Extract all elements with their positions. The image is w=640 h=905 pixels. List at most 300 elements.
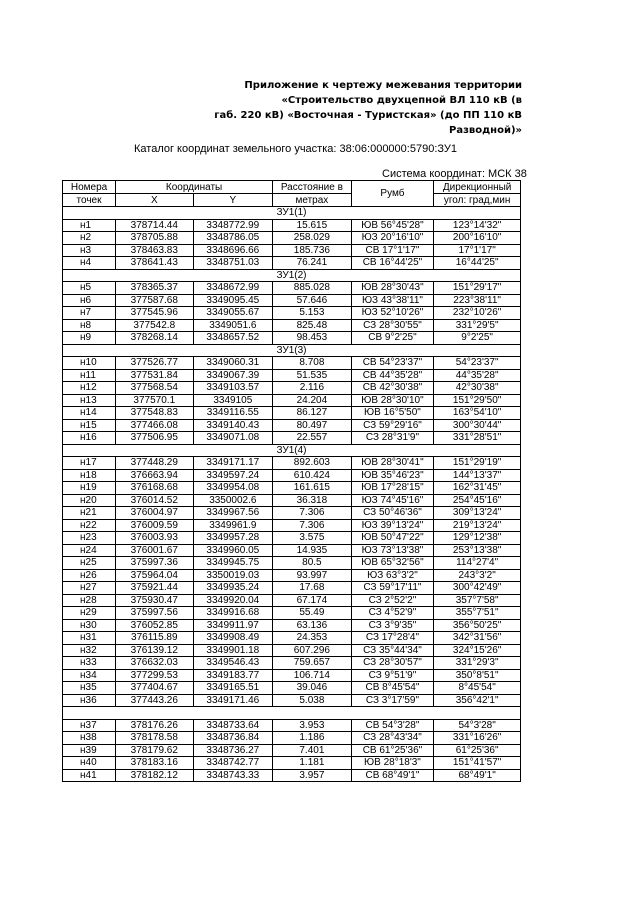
x-cell: 376001.67 [116, 544, 194, 557]
y-cell: 3349967.56 [193, 507, 273, 520]
x-cell: 377531.84 [116, 369, 194, 382]
x-cell: 376632.03 [116, 657, 194, 670]
point-cell: н29 [63, 607, 116, 620]
distance-cell: 15.615 [273, 219, 352, 232]
point-cell: н19 [63, 482, 116, 495]
distance-cell: 80.5 [273, 557, 352, 570]
x-cell: 375997.56 [116, 607, 194, 620]
direction-cell: 356°42'1" [434, 694, 521, 707]
direction-cell: 253°13'38" [434, 544, 521, 557]
rumb-cell: ЮЗ 73°13'38" [351, 544, 434, 557]
point-cell: н24 [63, 544, 116, 557]
distance-cell: 22.557 [273, 432, 352, 445]
distance-cell: 607.296 [273, 644, 352, 657]
distance-cell: 57.646 [273, 294, 352, 307]
table-body [63, 207, 521, 782]
y-cell: 3349597.24 [193, 469, 273, 482]
rumb-cell: ЮВ 28°30'41" [351, 457, 434, 470]
y-cell: 3350019.03 [193, 569, 273, 582]
table-row [63, 357, 521, 370]
rumb-cell: ЮВ 35°46'23" [351, 469, 434, 482]
point-cell: н22 [63, 519, 116, 532]
distance-cell: 885.028 [273, 282, 352, 295]
y-cell: 3349183.77 [193, 669, 273, 682]
rumb-cell: СВ 54°3'28" [351, 719, 434, 732]
point-cell: н35 [63, 682, 116, 695]
section-row [63, 269, 521, 282]
distance-cell: 610.424 [273, 469, 352, 482]
direction-cell: 151°29'17" [434, 282, 521, 295]
y-cell: 3349060.31 [193, 357, 273, 370]
direction-cell: 54°23'37" [434, 357, 521, 370]
rumb-cell: СЗ 28°31'9" [351, 432, 434, 445]
direction-cell: 223°38'11" [434, 294, 521, 307]
table-row [63, 307, 521, 320]
point-cell: н21 [63, 507, 116, 520]
rumb-cell: СВ 42°30'38" [351, 382, 434, 395]
x-cell: 378178.58 [116, 732, 194, 745]
direction-cell: 129°12'38" [434, 532, 521, 545]
y-cell: 3348743.33 [193, 769, 273, 782]
distance-cell: 14.935 [273, 544, 352, 557]
rumb-cell: СВ 16°44'25" [351, 257, 434, 270]
header-direction-2: угол: град,мин [434, 194, 521, 207]
table-row [63, 394, 521, 407]
distance-cell: 1.186 [273, 732, 352, 745]
point-cell: н13 [63, 394, 116, 407]
point-cell: н8 [63, 319, 116, 332]
x-cell: 376009.59 [116, 519, 194, 532]
point-cell: н15 [63, 419, 116, 432]
distance-cell: 106.714 [273, 669, 352, 682]
x-cell: 378705.88 [116, 232, 194, 245]
distance-cell: 161.615 [273, 482, 352, 495]
y-cell: 3349901.18 [193, 644, 273, 657]
distance-cell: 3.953 [273, 719, 352, 732]
point-cell: н30 [63, 619, 116, 632]
point-cell: н40 [63, 757, 116, 770]
distance-cell: 98.453 [273, 332, 352, 345]
point-cell: н23 [63, 532, 116, 545]
x-cell: 377570.1 [116, 394, 194, 407]
table-row [63, 732, 521, 745]
y-cell: 3349911.97 [193, 619, 273, 632]
distance-cell: 5.153 [273, 307, 352, 320]
y-cell: 3349116.55 [193, 407, 273, 420]
table-row [63, 294, 521, 307]
distance-cell: 76.241 [273, 257, 352, 270]
distance-cell: 36.318 [273, 494, 352, 507]
direction-cell: 114°27'4" [434, 557, 521, 570]
rumb-cell: СВ 68°49'1" [351, 769, 434, 782]
point-cell: н12 [63, 382, 116, 395]
y-cell: 3349957.28 [193, 532, 273, 545]
rumb-cell: СЗ 9°51'9" [351, 669, 434, 682]
direction-cell: 44°35'28" [434, 369, 521, 382]
rumb-cell: ЮВ 28°30'43" [351, 282, 434, 295]
x-cell: 377542.8 [116, 319, 194, 332]
direction-cell: 356°50'25" [434, 619, 521, 632]
table-row [63, 519, 521, 532]
rumb-cell: СЗ 35°44'34" [351, 644, 434, 657]
distance-cell: 80.497 [273, 419, 352, 432]
header-distance-2: метрах [273, 194, 352, 207]
x-cell: 375930.47 [116, 594, 194, 607]
x-cell: 376139.12 [116, 644, 194, 657]
direction-cell: 254°45'16" [434, 494, 521, 507]
y-cell: 3348742.77 [193, 757, 273, 770]
rumb-cell: СЗ 2°52'2" [351, 594, 434, 607]
x-cell: 378179.62 [116, 744, 194, 757]
rumb-cell: ЮВ 16°5'50" [351, 407, 434, 420]
direction-cell: 9°2'25" [434, 332, 521, 345]
table-row [63, 757, 521, 770]
point-cell: н34 [63, 669, 116, 682]
section-row [63, 344, 521, 357]
distance-cell: 825.48 [273, 319, 352, 332]
direction-cell: 357°7'58" [434, 594, 521, 607]
rumb-cell: СВ 9°2'25" [351, 332, 434, 345]
y-cell: 3348786.05 [193, 232, 273, 245]
rumb-cell: ЮЗ 39°13'24" [351, 519, 434, 532]
distance-cell: 63.136 [273, 619, 352, 632]
appendix-title-line-2: «Строительство двухцепной ВЛ 110 кВ (в [281, 95, 522, 106]
y-cell: 3349105 [193, 394, 273, 407]
coordinates-table [62, 180, 521, 782]
point-cell: н5 [63, 282, 116, 295]
point-cell: н14 [63, 407, 116, 420]
direction-cell: 61°25'36" [434, 744, 521, 757]
point-cell: н36 [63, 694, 116, 707]
y-cell: 3350002.6 [193, 494, 273, 507]
table-row [63, 682, 521, 695]
distance-cell: 3.957 [273, 769, 352, 782]
x-cell: 377466.08 [116, 419, 194, 432]
y-cell: 3349103.57 [193, 382, 273, 395]
distance-cell: 24.353 [273, 632, 352, 645]
distance-cell: 185.736 [273, 244, 352, 257]
y-cell: 3349055.67 [193, 307, 273, 320]
distance-cell: 258.029 [273, 232, 352, 245]
distance-cell: 17.68 [273, 582, 352, 595]
y-cell: 3348733.64 [193, 719, 273, 732]
appendix-title-line-1: Приложение к чертежу межевания территории [244, 80, 522, 91]
rumb-cell: СВ 44°35'28" [351, 369, 434, 382]
distance-cell: 3.575 [273, 532, 352, 545]
table-row [63, 694, 521, 707]
rumb-cell: СЗ 28°43'34" [351, 732, 434, 745]
table-row [63, 769, 521, 782]
direction-cell: 342°31'56" [434, 632, 521, 645]
point-cell: н28 [63, 594, 116, 607]
rumb-cell: СВ 8°45'54" [351, 682, 434, 695]
table-row [63, 494, 521, 507]
x-cell: 378268.14 [116, 332, 194, 345]
y-cell: 3349140.43 [193, 419, 273, 432]
rumb-cell: ЮВ 56°45'28" [351, 219, 434, 232]
table-row [63, 532, 521, 545]
direction-cell: 17°1'17" [434, 244, 521, 257]
distance-cell: 7.306 [273, 507, 352, 520]
table-row [63, 719, 521, 732]
direction-cell: 350°8'51" [434, 669, 521, 682]
rumb-cell: ЮЗ 43°38'11" [351, 294, 434, 307]
table-row [63, 594, 521, 607]
direction-cell: 162°31'45" [434, 482, 521, 495]
rumb-cell: СВ 17°1'17" [351, 244, 434, 257]
y-cell: 3349051.6 [193, 319, 273, 332]
y-cell: 3349165.51 [193, 682, 273, 695]
x-cell: 377568.54 [116, 382, 194, 395]
direction-cell: 200°16'10" [434, 232, 521, 245]
x-cell: 377587.68 [116, 294, 194, 307]
rumb-cell: ЮЗ 74°45'16" [351, 494, 434, 507]
rumb-cell: СЗ 28°30'57" [351, 657, 434, 670]
direction-cell: 151°29'50" [434, 394, 521, 407]
x-cell: 377404.67 [116, 682, 194, 695]
table-row [63, 507, 521, 520]
direction-cell: 16°44'25" [434, 257, 521, 270]
header-rumb: Румб [351, 181, 434, 207]
distance-cell: 24.204 [273, 394, 352, 407]
section-row [63, 444, 521, 457]
x-cell: 378714.44 [116, 219, 194, 232]
rumb-cell: СЗ 50°46'36" [351, 507, 434, 520]
point-cell: н2 [63, 232, 116, 245]
x-cell: 376115.89 [116, 632, 194, 645]
section-title: ЗУ1(2) [63, 269, 521, 282]
section-title [63, 707, 521, 720]
rumb-cell: ЮЗ 52°10'26" [351, 307, 434, 320]
distance-cell: 892.603 [273, 457, 352, 470]
table-row [63, 744, 521, 757]
direction-cell: 54°3'28" [434, 719, 521, 732]
x-cell: 378176.26 [116, 719, 194, 732]
rumb-cell: ЮВ 28°18'3" [351, 757, 434, 770]
distance-cell: 86.127 [273, 407, 352, 420]
y-cell: 3348657.52 [193, 332, 273, 345]
direction-cell: 123°14'32" [434, 219, 521, 232]
distance-cell: 5.038 [273, 694, 352, 707]
header-y: Y [193, 194, 273, 207]
y-cell: 3349916.68 [193, 607, 273, 620]
x-cell: 376663.94 [116, 469, 194, 482]
direction-cell: 355°7'51" [434, 607, 521, 620]
table-row [63, 544, 521, 557]
y-cell: 3349960.05 [193, 544, 273, 557]
x-cell: 377443.26 [116, 694, 194, 707]
point-cell: н10 [63, 357, 116, 370]
y-cell: 3349095.45 [193, 294, 273, 307]
point-cell: н39 [63, 744, 116, 757]
x-cell: 377299.53 [116, 669, 194, 682]
point-cell: н25 [63, 557, 116, 570]
table-row [63, 644, 521, 657]
direction-cell: 300°30'44" [434, 419, 521, 432]
table-row [63, 382, 521, 395]
rumb-cell: СЗ 28°30'55" [351, 319, 434, 332]
rumb-cell: ЮВ 65°32'56" [351, 557, 434, 570]
point-cell: н26 [63, 569, 116, 582]
y-cell: 3348736.27 [193, 744, 273, 757]
direction-cell: 331°16'26" [434, 732, 521, 745]
header-coordinates: Координаты [116, 181, 273, 194]
x-cell: 378463.83 [116, 244, 194, 257]
table-row [63, 607, 521, 620]
table-row [63, 457, 521, 470]
direction-cell: 163°54'10" [434, 407, 521, 420]
y-cell: 3349920.04 [193, 594, 273, 607]
section-row [63, 707, 521, 720]
rumb-cell: ЮВ 28°30'10" [351, 394, 434, 407]
y-cell: 3349546.43 [193, 657, 273, 670]
point-cell: н1 [63, 219, 116, 232]
x-cell: 376014.52 [116, 494, 194, 507]
table-row [63, 257, 521, 270]
header-point-number-2: точек [63, 194, 116, 207]
x-cell: 377526.77 [116, 357, 194, 370]
coordinate-system: Система координат: МСК 38 [382, 168, 527, 180]
rumb-cell: СЗ 59°29'16" [351, 419, 434, 432]
y-cell: 3348696.66 [193, 244, 273, 257]
direction-cell: 309°13'24" [434, 507, 521, 520]
direction-cell: 300°42'49" [434, 582, 521, 595]
direction-cell: 331°29'5" [434, 319, 521, 332]
x-cell: 378183.16 [116, 757, 194, 770]
distance-cell: 8.708 [273, 357, 352, 370]
table-row [63, 419, 521, 432]
direction-cell: 144°13'37" [434, 469, 521, 482]
y-cell: 3348672.99 [193, 282, 273, 295]
point-cell: н3 [63, 244, 116, 257]
rumb-cell: СВ 54°23'37" [351, 357, 434, 370]
table-row [63, 569, 521, 582]
rumb-cell: СЗ 3°9'35" [351, 619, 434, 632]
table-row [63, 232, 521, 245]
header-direction: Дирекционный [434, 181, 521, 194]
y-cell: 3349071.08 [193, 432, 273, 445]
table-row [63, 219, 521, 232]
x-cell: 375921.44 [116, 582, 194, 595]
direction-cell: 8°45'54" [434, 682, 521, 695]
table-row [63, 244, 521, 257]
rumb-cell: СЗ 4°52'9" [351, 607, 434, 620]
rumb-cell: ЮВ 17°28'15" [351, 482, 434, 495]
point-cell: н38 [63, 732, 116, 745]
x-cell: 376052.85 [116, 619, 194, 632]
header-point-number: Номера [63, 181, 116, 194]
section-row [63, 207, 521, 220]
direction-cell: 151°41'57" [434, 757, 521, 770]
distance-cell: 55.49 [273, 607, 352, 620]
direction-cell: 243°3'2" [434, 569, 521, 582]
y-cell: 3348751.03 [193, 257, 273, 270]
table-row [63, 282, 521, 295]
point-cell: н4 [63, 257, 116, 270]
point-cell: н11 [63, 369, 116, 382]
x-cell: 375997.36 [116, 557, 194, 570]
distance-cell: 51.535 [273, 369, 352, 382]
point-cell: н20 [63, 494, 116, 507]
y-cell: 3349067.39 [193, 369, 273, 382]
x-cell: 377545.96 [116, 307, 194, 320]
table-row [63, 369, 521, 382]
y-cell: 3349954.08 [193, 482, 273, 495]
point-cell: н41 [63, 769, 116, 782]
section-title: ЗУ1(3) [63, 344, 521, 357]
y-cell: 3349171.46 [193, 694, 273, 707]
x-cell: 377506.95 [116, 432, 194, 445]
header-x: X [116, 194, 194, 207]
appendix-title-line-4: Разводной)» [449, 125, 522, 136]
y-cell: 3348772.99 [193, 219, 273, 232]
point-cell: н7 [63, 307, 116, 320]
table-row [63, 432, 521, 445]
table-row [63, 632, 521, 645]
point-cell: н17 [63, 457, 116, 470]
distance-cell: 759.657 [273, 657, 352, 670]
direction-cell: 68°49'1" [434, 769, 521, 782]
point-cell: н16 [63, 432, 116, 445]
table-row [63, 482, 521, 495]
x-cell: 376168.68 [116, 482, 194, 495]
direction-cell: 219°13'24" [434, 519, 521, 532]
table-row [63, 332, 521, 345]
y-cell: 3349935.24 [193, 582, 273, 595]
catalog-title: Каталог координат земельного участка: 38:06:000000:5790:ЗУ1 [134, 143, 457, 155]
table-row [63, 582, 521, 595]
rumb-cell: СВ 61°25'36" [351, 744, 434, 757]
point-cell: н27 [63, 582, 116, 595]
x-cell: 375964.04 [116, 569, 194, 582]
table-row [63, 557, 521, 570]
direction-cell: 331°28'51" [434, 432, 521, 445]
point-cell: н18 [63, 469, 116, 482]
distance-cell: 2.116 [273, 382, 352, 395]
table-row [63, 619, 521, 632]
direction-cell: 151°29'19" [434, 457, 521, 470]
rumb-cell: СЗ 17°28'4" [351, 632, 434, 645]
point-cell: н31 [63, 632, 116, 645]
direction-cell: 232°10'26" [434, 307, 521, 320]
y-cell: 3349908.49 [193, 632, 273, 645]
section-title: ЗУ1(4) [63, 444, 521, 457]
appendix-title-line-3: габ. 220 кВ) «Восточная - Туристская» (до ПП 110 кВ [214, 110, 522, 121]
point-cell: н33 [63, 657, 116, 670]
point-cell: н37 [63, 719, 116, 732]
direction-cell: 42°30'38" [434, 382, 521, 395]
x-cell: 377448.29 [116, 457, 194, 470]
distance-cell: 7.306 [273, 519, 352, 532]
distance-cell: 39.046 [273, 682, 352, 695]
table-row [63, 669, 521, 682]
x-cell: 378641.43 [116, 257, 194, 270]
table-row [63, 657, 521, 670]
distance-cell: 67.174 [273, 594, 352, 607]
direction-cell: 331°29'3" [434, 657, 521, 670]
table-row [63, 469, 521, 482]
rumb-cell: ЮЗ 20°16'10" [351, 232, 434, 245]
x-cell: 376004.97 [116, 507, 194, 520]
point-cell: н6 [63, 294, 116, 307]
x-cell: 378182.12 [116, 769, 194, 782]
x-cell: 377548.83 [116, 407, 194, 420]
y-cell: 3349171.17 [193, 457, 273, 470]
point-cell: н9 [63, 332, 116, 345]
distance-cell: 1.181 [273, 757, 352, 770]
header-distance: Расстояние в [273, 181, 352, 194]
rumb-cell: СЗ 59°17'11" [351, 582, 434, 595]
